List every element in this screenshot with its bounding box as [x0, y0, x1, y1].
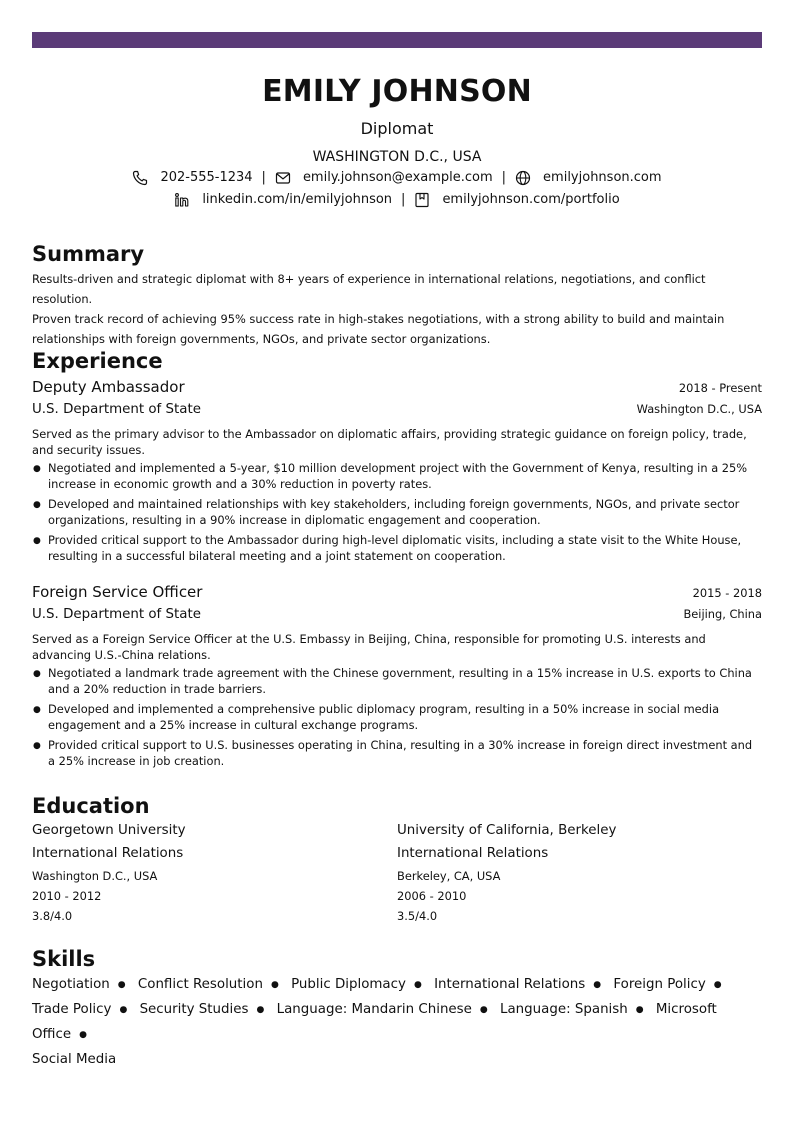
education-dates: 2006 - 2010 — [397, 889, 467, 903]
candidate-name: EMILY JOHNSON — [262, 74, 532, 109]
job-subheader — [32, 603, 762, 627]
list-item: ● Provided critical support to the Ambassador during high-level diplomatic visits, including a state visit to the White House, resulting in a successful bilateral meeting and a joint statement on cooperation. — [32, 532, 762, 564]
school-name: Georgetown University — [32, 823, 186, 838]
skill-separator: ● — [270, 980, 279, 990]
skill-item: Language: Spanish — [500, 1002, 628, 1017]
skill-separator: ● — [635, 1005, 644, 1015]
list-item: ● Negotiated and implemented a 5-year, $10 million development project with the Government of Kenya, resulting in a 25% increase in economic growth and a 30% reduction in poverty rates. — [32, 460, 762, 492]
job-title: Foreign Service Officer — [32, 583, 203, 601]
school-location: Berkeley, CA, USA — [397, 869, 501, 883]
job-dates: 2018 - Present — [678, 381, 762, 395]
job-description: Served as the primary advisor to the Ambassador on diplomatic affairs, providing strategic guidance on foreign policy, trade, and security issues. — [32, 427, 747, 457]
education-gpa: 3.5/4.0 — [397, 909, 438, 923]
list-item: ● Developed and implemented a comprehensive public diplomacy program, resulting in a 50% increase in social media engagement and a 25% increase in cultural exchange programs. — [32, 701, 762, 733]
summary-line: Proven track record of achieving 95% success rate in high-stakes negotiations, with a strong ability to build and maintain — [32, 312, 725, 326]
skill-separator: ● — [79, 1030, 87, 1040]
field-of-study: International Relations — [397, 846, 549, 861]
list-item: ● Negotiated a landmark trade agreement with the Chinese government, resulting in a 15% increase in U.S. exports to China and a 20% reduction in trade barriers. — [32, 665, 762, 697]
skill-separator: ● — [117, 980, 126, 990]
skill-item: Foreign Policy — [613, 977, 706, 992]
skill-separator: ● — [119, 1005, 128, 1015]
experience-heading: Experience — [32, 349, 163, 373]
job-dates: 2015 - 2018 — [692, 586, 762, 600]
contact-separator: | — [261, 170, 266, 185]
job-location: Washington D.C., USA — [636, 402, 762, 416]
summary-heading: Summary — [32, 242, 145, 266]
skill-separator: ● — [479, 1005, 488, 1015]
candidate-location: WASHINGTON D.C., USA — [312, 149, 482, 165]
summary-line: Results-driven and strategic diplomat with 8+ years of experience in international relations, negotiations, and conflict resolution. — [32, 272, 706, 306]
job-location: Beijing, China — [683, 607, 762, 621]
skill-separator: ● — [713, 980, 722, 990]
job-subheader — [32, 398, 762, 422]
job-achievements — [32, 665, 762, 769]
mail-icon — [275, 170, 291, 186]
contact-row-1 — [32, 168, 762, 188]
accent-bar — [32, 32, 762, 48]
phone-number[interactable]: 202-555-1234 — [160, 170, 253, 185]
summary-line: relationships with foreign governments, NGOs, and private sector organizations. — [32, 332, 491, 346]
email-link[interactable]: emily.johnson@example.com — [302, 170, 493, 185]
portfolio-link[interactable]: emilyjohnson.com/portfolio — [442, 192, 620, 207]
globe-icon — [515, 170, 531, 186]
education-grid — [32, 820, 762, 926]
skill-item: International Relations — [434, 977, 586, 992]
job-header — [32, 581, 762, 603]
linkedin-icon — [174, 192, 190, 208]
education-entry — [32, 820, 397, 926]
skills-heading: Skills — [32, 947, 96, 971]
skill-item: Microsoft Office — [32, 1002, 717, 1042]
skill-item: Language: Mandarin Chinese — [276, 1002, 472, 1017]
list-item: ● Provided critical support to U.S. businesses operating in China, resulting in a 30% increase in foreign direct investment and a 25% increase in job creation. — [32, 737, 762, 769]
skills-section — [32, 945, 762, 1071]
skill-separator: ● — [413, 980, 422, 990]
list-item: ● Developed and maintained relationships with key stakeholders, including foreign governments, NGOs, and private sector organizations, resulting in a 90% increase in diplomatic engagement and cooperation. — [32, 496, 762, 528]
job-achievements — [32, 460, 762, 564]
linkedin-link[interactable]: linkedin.com/in/emilyjohnson — [202, 192, 393, 207]
job-header — [32, 376, 762, 398]
contact-row-2 — [32, 190, 762, 210]
experience-section — [32, 347, 762, 773]
school-name: University of California, Berkeley — [397, 823, 617, 838]
contact-separator: | — [501, 170, 507, 185]
education-entry — [397, 820, 762, 926]
skill-separator: ● — [593, 980, 602, 990]
job-entry — [32, 376, 762, 564]
education-heading: Education — [32, 794, 150, 818]
resume-header — [32, 70, 762, 210]
field-of-study: International Relations — [32, 846, 184, 861]
education-dates: 2010 - 2012 — [32, 889, 102, 903]
portfolio-icon — [414, 192, 430, 208]
skill-item: Trade Policy — [32, 1002, 112, 1017]
skill-item: Public Diplomacy — [291, 977, 406, 992]
skill-item: Security Studies — [139, 1002, 249, 1017]
contact-separator: | — [401, 192, 406, 207]
job-organization: U.S. Department of State — [32, 402, 201, 417]
skill-item: Conflict Resolution — [137, 977, 263, 992]
school-location: Washington D.C., USA — [32, 869, 158, 883]
skill-item: Negotiation — [32, 977, 110, 992]
job-description: Served as a Foreign Service Officer at the U.S. Embassy in Beijing, China, responsible for promoting U.S. interests and advancing U.S.-China relations. — [32, 632, 706, 662]
job-entry — [32, 581, 762, 769]
education-gpa: 3.8/4.0 — [32, 909, 73, 923]
job-organization: U.S. Department of State — [32, 607, 201, 622]
summary-section — [32, 240, 762, 349]
skills-list — [32, 973, 732, 1071]
education-section — [32, 792, 762, 926]
website-link[interactable]: emilyjohnson.com — [543, 170, 662, 185]
candidate-title: Diplomat — [360, 119, 434, 138]
job-title: Deputy Ambassador — [32, 378, 185, 396]
skill-item: Social Media — [32, 1052, 117, 1067]
phone-icon — [132, 170, 148, 186]
skill-separator: ● — [256, 1005, 265, 1015]
